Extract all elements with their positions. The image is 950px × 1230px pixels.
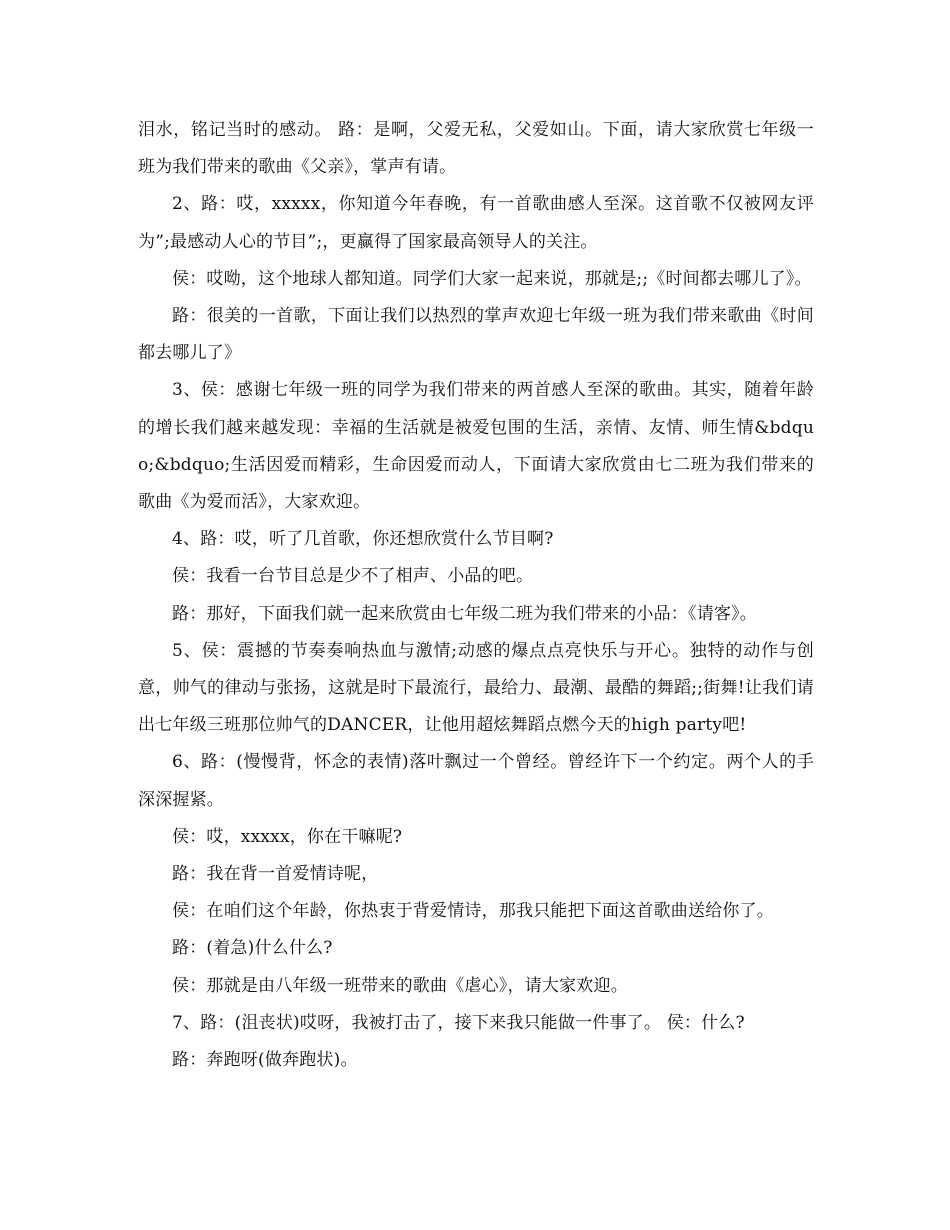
paragraph-15: 侯：那就是由八年级一班带来的歌曲《虐心》，请大家欢迎。 <box>172 975 628 996</box>
paragraph-5: 3、侯：感谢七年级一班的同学为我们带来的两首感人至深的歌曲。其实，随着年龄的增长我们越来越发现：幸福的生活就是被爱包围的生活，亲情、友情、师生情&bdquo;&bdquo;生活因爱而精彩，生命因爱而动人，下面请大家欣赏由七二班为我们带来的歌曲《为爱而活》，大家欢迎。 <box>138 380 814 513</box>
paragraph-11: 侯：哎，xxxxx，你在干嘛呢? <box>172 826 403 847</box>
paragraph-17: 路：奔跑呀(做奔跑状)。 <box>172 1050 358 1071</box>
paragraph-13: 侯：在咱们这个年龄，你热衷于背爱情诗，那我只能把下面这首歌曲送给你了。 <box>172 901 774 922</box>
paragraph-9: 5、侯：震撼的节奏奏响热血与激情;动感的爆点点亮快乐与开心。独特的动作与创意，帅气的律动与张扬，这就是时下最流行，最给力、最潮、最酷的舞蹈;;街舞!让我们请出七年级三班那位帅气的DANCER，让他用超炫舞蹈点燃今天的high party吧! <box>138 640 814 736</box>
paragraph-14: 路：(着急)什么什么? <box>172 938 333 959</box>
paragraph-4: 路：很美的一首歌，下面让我们以热烈的掌声欢迎七年级一班为我们带来歌曲《时间都去哪儿了》 <box>138 306 814 364</box>
paragraph-1: 泪水，铭记当时的感动。 路：是啊，父爱无私，父爱如山。下面，请大家欣赏七年级一班为我们带来的歌曲《父亲》，掌声有请。 <box>138 120 814 178</box>
paragraph-3: 侯：哎呦，这个地球人都知道。同学们大家一起来说，那就是;;《时间都去哪儿了》。 <box>172 268 812 289</box>
paragraph-2: 2、路：哎，xxxxx，你知道今年春晚，有一首歌曲感人至深。这首歌不仅被网友评为”;最感动人心的节目”;，更赢得了国家最高领导人的关注。 <box>138 194 814 252</box>
paragraph-7: 侯：我看一台节目总是少不了相声、小品的吧。 <box>172 566 534 587</box>
paragraph-10: 6、路：(慢慢背，怀念的表情)落叶飘过一个曾经。曾经许下一个约定。两个人的手深深握紧。 <box>138 752 814 810</box>
document-body <box>138 112 814 1079</box>
paragraph-6: 4、路：哎，听了几首歌，你还想欣赏什么节目啊? <box>172 529 554 550</box>
paragraph-8: 路：那好，下面我们就一起来欣赏由七年级二班为我们带来的小品：《请客》。 <box>172 603 757 624</box>
paragraph-12: 路：我在背一首爱情诗呢， <box>172 864 379 885</box>
paragraph-16: 7、路：(沮丧状)哎呀，我被打击了，接下来我只能做一件事了。 侯：什么? <box>172 1012 745 1033</box>
